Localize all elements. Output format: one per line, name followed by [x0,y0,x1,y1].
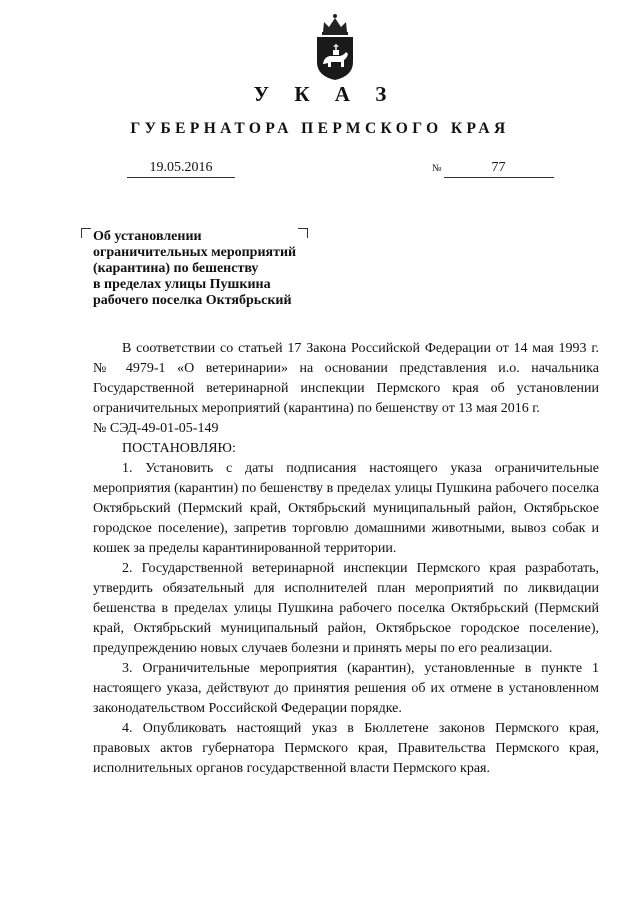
heading-line: (карантина) по бешенству [93,261,259,276]
heading-line: рабочего поселка Октябрьский [93,293,292,308]
preamble-reference: № СЭД-49-01-05-149 [93,421,219,436]
document-heading [93,229,313,309]
document-subtitle: ГУБЕРНАТОРА ПЕРМСКОГО КРАЯ [130,120,510,137]
decree-item-2: 2. Государственной ветеринарной инспекции Пермского края разработать, утвердить обязательный для исполнителей план мероприятий по ликвидации бешенства в пределах улицы Пушкина рабочего поселка Октябрьский (Пермский край, Октябрьский муниципальный район, Октябрьское городское поселение), предупреждению новых случаев болезни и принять меры по его реализации. [93,561,599,656]
document-body [93,339,599,779]
document-number [432,160,554,178]
document-title: У К А З [253,82,397,106]
decree-item-1: 1. Установить с даты подписания настоящего указа ограничительные мероприятия (карантин) по бешенству в пределах улицы Пушкина рабочего поселка Октябрьский (Пермский край, Октябрьский муниципальный район, Октябрьское городское поселение), запретив торговлю домашними животными, вывоз собак и кошек за пределы карантинированной территории. [93,461,599,556]
decree-item-3: 3. Ограничительные мероприятия (карантин), установленные в пункте 1 настоящего указа, действуют до принятия решения об их отмене в установленном законодательством Российской Федерации порядке. [93,661,599,716]
heading-line: ограничительных мероприятий [93,245,297,260]
number-value: 77 [444,160,554,178]
document-date: 19.05.2016 [127,160,235,178]
preamble-paragraph: В соответствии со статьей 17 Закона Российской Федерации от 14 мая 1993 г. № 4979-1 «О ветеринарии» на основании представления и.о. начальника Государственной ветеринарной инспекции Пермского края об установлении ограничительных мероприятий (карантина) по бешенству от 13 мая 2016 г. [93,341,599,416]
coat-of-arms-icon [313,12,357,82]
heading-corner-left [81,228,91,238]
decree-item-4: 4. Опубликовать настоящий указ в Бюллетене законов Пермского края, правовых актов губернатора Пермского края, Правительства Пермского края, исполнительных органов государственной власти Пермского края. [93,721,599,776]
heading-line: в пределах улицы Пушкина [93,277,271,292]
decree-word: ПОСТАНОВЛЯЮ: [122,441,236,456]
heading-line: Об установлении [93,229,202,244]
number-sign: № [432,163,442,174]
